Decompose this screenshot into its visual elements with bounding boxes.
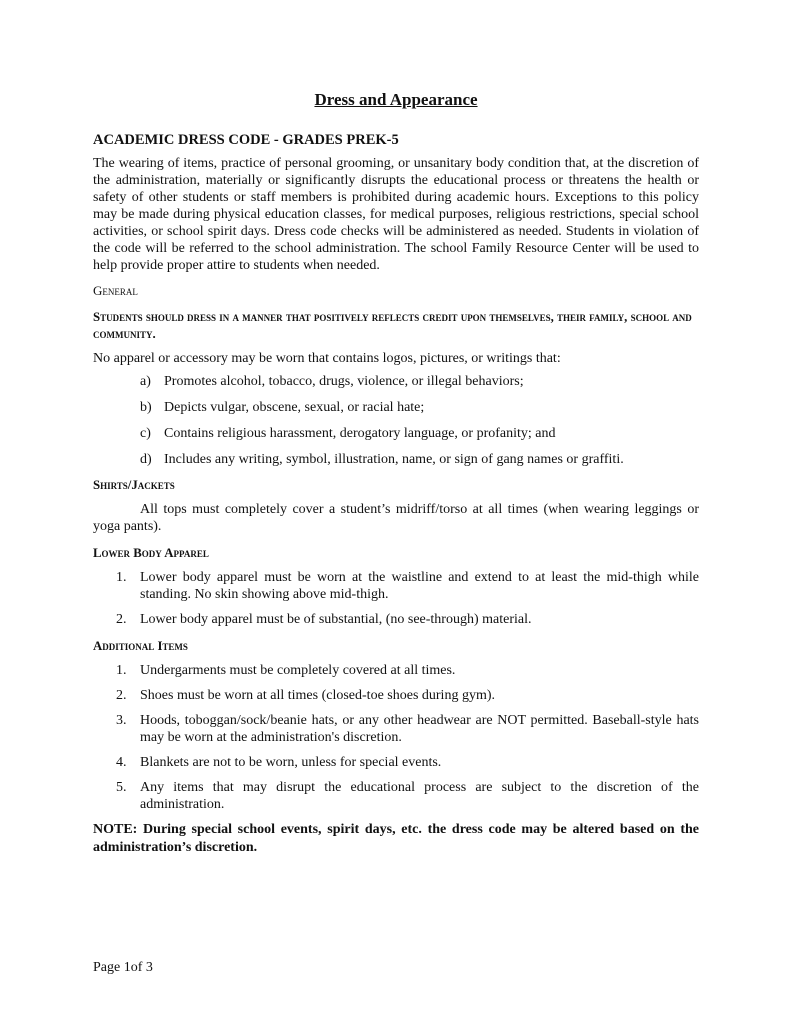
list-item-text: Includes any writing, symbol, illustration, name, or sign of gang names or graffiti.	[164, 452, 624, 467]
list-item	[140, 399, 699, 416]
list-item	[140, 425, 699, 442]
intro-paragraph: The wearing of items, practice of personal grooming, or unsanitary body condition that, at the discretion of the administration, materially or significantly disrupts the educational process or threatens the health or safety of other students or staff members is prohibited during academic hours. Exceptions to this policy may be made during physical education classes, for medical purposes, religious restrictions, special school activities, or school spirit days. Dress code checks will be administered as needed. Students in violation of the code will be referred to the school administration. The school Family Resource Center will be used to help provide proper attire to students when needed.	[93, 156, 699, 273]
list-item-text: Lower body apparel must be of substantial, (no see-through) material.	[140, 612, 532, 627]
list-item-text: Hoods, toboggan/sock/beanie hats, or any other headwear are NOT permitted. Baseball-style hats may be worn at the administration's discretion.	[140, 713, 699, 745]
list-marker: 1.	[116, 570, 127, 585]
list-marker: 5.	[116, 780, 127, 795]
list-marker: b)	[140, 400, 152, 415]
list-marker: 1.	[116, 663, 127, 678]
general-list	[93, 373, 699, 468]
list-item-text: Shoes must be worn at all times (closed-toe shoes during gym).	[140, 688, 495, 703]
list-item	[116, 754, 699, 771]
document-body	[93, 90, 699, 857]
list-marker: 2.	[116, 688, 127, 703]
list-item	[140, 373, 699, 390]
list-item	[140, 451, 699, 468]
additional-heading: Additional Items	[93, 639, 188, 653]
page-number: Page 1of 3	[93, 960, 153, 975]
list-marker: a)	[140, 374, 151, 389]
general-lead: No apparel or accessory may be worn that contains logos, pictures, or writings that:	[93, 351, 561, 366]
page-title: Dress and Appearance	[314, 90, 478, 109]
shirts-text: All tops must completely cover a student’s midriff/torso at all times (when wearing leggings or yoga pants).	[93, 502, 699, 534]
general-heading: General	[93, 283, 138, 298]
section-heading: ACADEMIC DRESS CODE - GRADES PREK-5	[93, 132, 399, 148]
list-item-text: Lower body apparel must be worn at the waistline and extend to at least the mid-thigh while standing. No skin showing above mid-thigh.	[140, 570, 699, 602]
additional-list	[93, 662, 699, 813]
list-item-text: Blankets are not to be worn, unless for special events.	[140, 755, 442, 770]
lower-body-heading: Lower Body Apparel	[93, 546, 209, 560]
general-statement: Students should dress in a manner that positively reflects credit upon themselves, their family, school and community.	[93, 310, 692, 341]
list-item	[116, 662, 699, 679]
list-item	[116, 569, 699, 603]
list-item-text: Undergarments must be completely covered at all times.	[140, 663, 456, 678]
list-item-text: Promotes alcohol, tobacco, drugs, violence, or illegal behaviors;	[164, 374, 524, 389]
list-item	[116, 687, 699, 704]
list-item-text: Contains religious harassment, derogatory language, or profanity; and	[164, 426, 556, 441]
list-item-text: Depicts vulgar, obscene, sexual, or racial hate;	[164, 400, 425, 415]
list-marker: 2.	[116, 612, 127, 627]
lower-body-list	[93, 569, 699, 628]
list-marker: 4.	[116, 755, 127, 770]
note-text: NOTE: During special school events, spirit days, etc. the dress code may be altered based on the administration’s discretion.	[93, 822, 699, 855]
list-marker: c)	[140, 426, 151, 441]
list-marker: d)	[140, 452, 152, 467]
list-marker: 3.	[116, 713, 127, 728]
shirts-heading: Shirts/Jackets	[93, 478, 175, 492]
list-item-text: Any items that may disrupt the educational process are subject to the discretion of the administration.	[140, 780, 699, 812]
list-item	[116, 779, 699, 813]
list-item	[116, 611, 699, 628]
list-item	[116, 712, 699, 746]
